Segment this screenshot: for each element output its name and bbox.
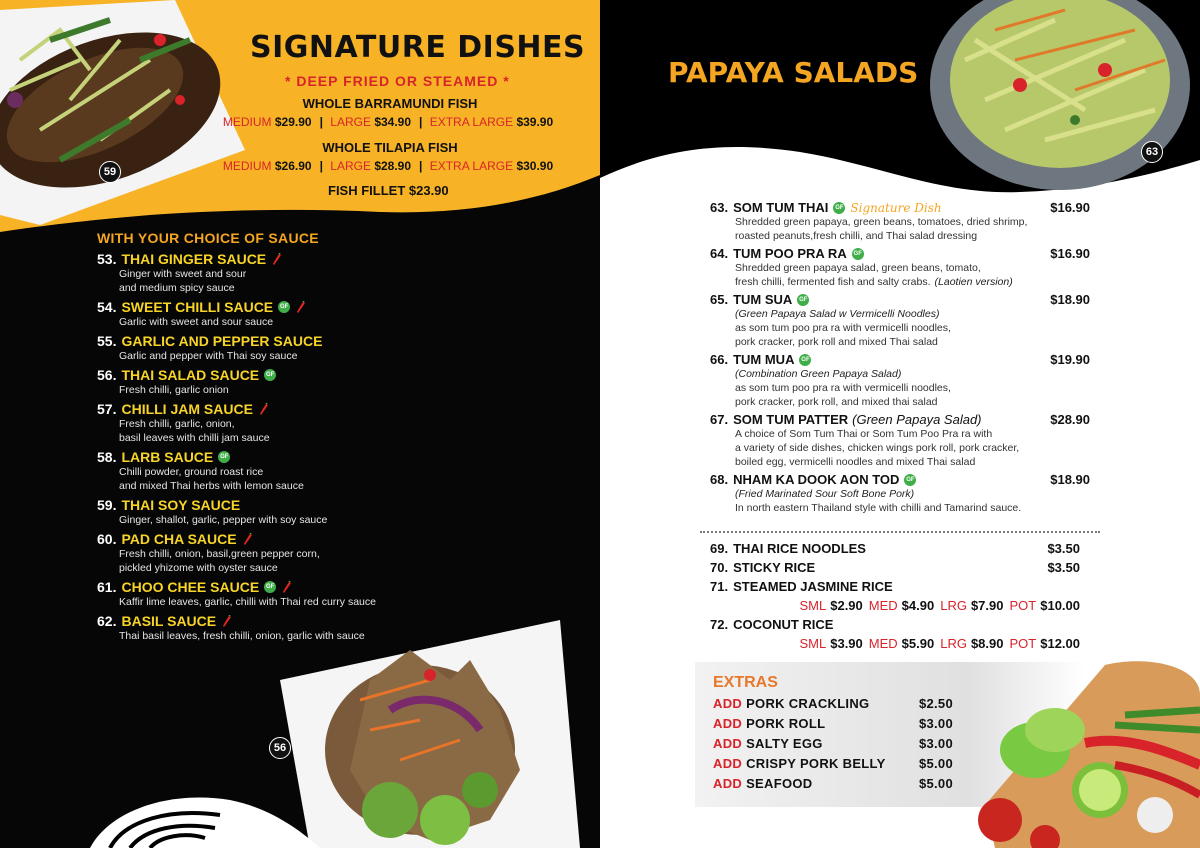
item-description — [710, 229, 1090, 243]
page-number-59: 59 — [99, 161, 121, 183]
gluten-free-icon: GF — [852, 248, 864, 260]
size-price: $3.90 — [830, 636, 863, 651]
item-price: $28.90 — [1050, 412, 1090, 427]
menu-item — [710, 246, 1090, 289]
description-text: In north eastern Thailand style with chilli and Tamarind sauce. — [735, 502, 1022, 514]
extra-name: SALTY EGG — [746, 736, 823, 751]
chili-icon — [280, 581, 292, 593]
item-name: SOM TUM THAI — [733, 200, 829, 215]
sauce-name: SWEET CHILLI SAUCE — [121, 299, 274, 315]
size-label: POT — [1009, 636, 1037, 651]
page-number-56: 56 — [269, 737, 291, 759]
rice-item — [710, 560, 1080, 575]
description-text: pork cracker, pork roll, and mixed thai salad — [735, 396, 938, 408]
item-subname: (Green Papaya Salad) — [852, 412, 982, 427]
signature-tag: Signature Dish — [850, 200, 942, 215]
sauce-name-row — [97, 579, 427, 595]
description-text: Shredded green papaya salad, green beans, tomato, — [735, 262, 981, 274]
italic-text: (Fried Marinated Sour Soft Bone Pork) — [735, 488, 915, 500]
description-text: Shredded green papaya, green beans, tomatoes, dried shrimp, — [735, 216, 1028, 228]
sauce-description: Kaffir lime leaves, garlic, chilli with Thai red curry sauce — [119, 596, 376, 608]
chili-icon — [241, 533, 253, 545]
papaya-salad-image — [925, 0, 1200, 190]
size-price: $7.90 — [970, 598, 1004, 613]
extra-item — [713, 756, 953, 771]
description-text: as som tum poo pra ra with vermicelli noodles, — [735, 382, 951, 394]
right-page — [600, 0, 1200, 848]
item-price: $3.50 — [1047, 560, 1080, 575]
menu-item-row — [710, 200, 1090, 215]
sauce-name: GARLIC AND PEPPER SAUCE — [121, 333, 323, 349]
sauce-description: Garlic and pepper with Thai soy sauce — [119, 350, 298, 362]
sauce-description: Fresh chilli, garlic, onion, — [119, 418, 235, 430]
item-description — [710, 335, 1090, 349]
description-text: as som tum poo pra ra with vermicelli noodles, — [735, 322, 951, 334]
sauce-name: THAI GINGER SAUCE — [121, 251, 267, 267]
extra-item — [713, 716, 953, 731]
sauce-name-row — [97, 531, 427, 547]
extra-price: $5.00 — [918, 756, 953, 771]
extra-name: CRISPY PORK BELLY — [746, 756, 886, 771]
gluten-free-icon: GF — [264, 581, 276, 593]
item-number: 69. — [710, 541, 729, 556]
size-label: LRG — [940, 598, 967, 613]
sauce-item — [97, 497, 427, 527]
item-price: $16.90 — [1050, 246, 1090, 261]
sauce-name-row — [97, 367, 427, 383]
sauce-name: BASIL SAUCE — [121, 613, 217, 629]
item-name: TUM SUA — [733, 292, 793, 307]
vegetables-board-image — [975, 655, 1200, 848]
sauce-description: Fresh chilli, garlic onion — [119, 384, 229, 396]
extras-list — [713, 696, 953, 796]
item-number: 64. — [710, 246, 729, 261]
extra-item — [713, 696, 953, 711]
sauce-item — [97, 299, 427, 329]
item-number: 58. — [97, 449, 117, 465]
papaya-title: PAPAYA SALADS — [668, 56, 919, 89]
item-number: 70. — [710, 560, 729, 575]
gluten-free-icon: GF — [833, 202, 845, 214]
signature-title: SIGNATURE DISHES — [250, 30, 586, 65]
size-price: $2.90 — [830, 598, 863, 613]
sauce-item — [97, 449, 427, 493]
description-text: a variety of side dishes, chicken wings pork roll, pork cracker, — [735, 442, 1020, 454]
extra-price: $2.50 — [918, 696, 953, 711]
item-name: TUM POO PRA RA — [733, 246, 847, 261]
extras-title: EXTRAS — [713, 674, 778, 691]
add-word: ADD — [713, 716, 743, 731]
item-italic-note — [710, 367, 1090, 381]
size-label: MED — [868, 636, 898, 651]
gluten-free-icon: GF — [904, 474, 916, 486]
gluten-free-icon: GF — [264, 369, 276, 381]
item-description — [710, 501, 1090, 515]
rice-item — [710, 579, 1080, 613]
sauce-name: PAD CHA SAUCE — [121, 531, 237, 547]
size-price: $10.00 — [1040, 598, 1080, 613]
fish-fillet: FISH FILLET $23.90 — [328, 183, 449, 198]
size-price: $12.00 — [1040, 636, 1080, 651]
item-number: 60. — [97, 531, 117, 547]
extra-name: PORK ROLL — [746, 716, 826, 731]
sauce-heading: WITH YOUR CHOICE OF SAUCE — [97, 230, 319, 246]
description-text: fresh chilli, fermented fish and salty crabs. — [735, 276, 931, 288]
italic-text: (Combination Green Papaya Salad) — [735, 368, 902, 380]
price-value: $28.90 — [374, 159, 412, 173]
sauce-name-row — [97, 449, 427, 465]
sauce-list — [97, 251, 427, 647]
item-price: $16.90 — [1050, 200, 1090, 215]
sauce-item — [97, 333, 427, 363]
sauce-item — [97, 401, 427, 445]
description-text: roasted peanuts,fresh chilli, and Thai salad dressing — [735, 230, 978, 242]
sauce-name-row — [97, 401, 427, 417]
sauce-description: and mixed Thai herbs with lemon sauce — [119, 480, 304, 492]
price-label: MEDIUM — [222, 159, 272, 173]
chili-icon — [257, 403, 269, 415]
extra-item — [713, 736, 953, 751]
item-price: $19.90 — [1050, 352, 1090, 367]
size-price: $5.90 — [901, 636, 935, 651]
price-label: LARGE — [330, 115, 371, 129]
rice-row — [710, 541, 1080, 556]
size-label: LRG — [940, 636, 967, 651]
sauce-name: LARB SAUCE — [121, 449, 214, 465]
price-value: $30.90 — [516, 159, 554, 173]
size-label: MED — [868, 598, 898, 613]
item-number: 53. — [97, 251, 117, 267]
sauce-description: pickled yhizome with oyster sauce — [119, 562, 278, 574]
item-number: 66. — [710, 352, 729, 367]
item-description — [710, 275, 1090, 289]
extra-name: SEAFOOD — [746, 776, 813, 791]
gluten-free-icon: GF — [799, 354, 811, 366]
sauce-description: Ginger with sweet and sour — [119, 268, 247, 280]
item-description — [710, 427, 1090, 441]
menu-item-row — [710, 352, 1090, 367]
price-label: EXTRA LARGE — [429, 115, 514, 129]
item-price: $3.50 — [1047, 541, 1080, 556]
add-word: ADD — [713, 696, 743, 711]
sauce-name-row — [97, 497, 427, 513]
sauce-name: CHILLI JAM SAUCE — [121, 401, 253, 417]
item-description — [710, 381, 1090, 395]
decorative-pattern — [0, 770, 320, 848]
item-number: 68. — [710, 472, 729, 487]
rice-item — [710, 541, 1080, 556]
chili-icon — [270, 253, 282, 265]
item-number: 54. — [97, 299, 117, 315]
dotted-divider — [700, 531, 1100, 533]
menu-item — [710, 292, 1090, 349]
menu-item-row — [710, 246, 1090, 261]
chili-icon — [220, 615, 232, 627]
fish-tilapia — [210, 140, 570, 173]
price-value: $39.90 — [516, 115, 554, 129]
item-name: COCONUT RICE — [733, 617, 834, 632]
description-text: pork cracker, pork roll and mixed Thai salad — [735, 336, 938, 348]
fish-prices: MEDIUM $29.90 | LARGE $34.90 | EXTRA LARGE $39.90 — [222, 115, 554, 129]
rice-row — [710, 560, 1080, 575]
item-number: 71. — [710, 579, 729, 594]
price-label: EXTRA LARGE — [429, 159, 514, 173]
menu-item-row — [710, 412, 1090, 427]
fish-dish-image — [0, 0, 245, 230]
fish-name: WHOLE TILAPIA FISH — [322, 140, 458, 155]
size-price: $4.90 — [901, 598, 935, 613]
sauce-description: Fresh chilli, onion, basil,green pepper corn, — [119, 548, 320, 560]
item-name: TUM MUA — [733, 352, 795, 367]
rice-item — [710, 617, 1080, 651]
gluten-free-icon: GF — [218, 451, 230, 463]
item-number: 67. — [710, 412, 729, 427]
sauce-name: THAI SALAD SAUCE — [121, 367, 260, 383]
item-name: SOM TUM PATTER — [733, 412, 849, 427]
size-prices — [710, 636, 1080, 651]
sauce-name-row — [97, 333, 427, 349]
price-label: MEDIUM — [222, 115, 272, 129]
item-number: 55. — [97, 333, 117, 349]
price-value: $26.90 — [274, 159, 312, 173]
gluten-free-icon: GF — [278, 301, 290, 313]
item-number: 59. — [97, 497, 117, 513]
chili-icon — [294, 301, 306, 313]
item-number: 65. — [710, 292, 729, 307]
extra-name: PORK CRACKLING — [746, 696, 870, 711]
item-price: $18.90 — [1050, 472, 1090, 487]
item-name: THAI RICE NOODLES — [733, 541, 866, 556]
item-number: 56. — [97, 367, 117, 383]
sauce-item — [97, 251, 427, 295]
sauce-description: and medium spicy sauce — [119, 282, 235, 294]
signature-subtitle: * DEEP FRIED OR STEAMED * — [285, 73, 510, 89]
size-label: SML — [799, 598, 827, 613]
item-number: 61. — [97, 579, 117, 595]
item-price: $18.90 — [1050, 292, 1090, 307]
description-tail: (Laotien version) — [934, 276, 1013, 288]
item-number: 62. — [97, 613, 117, 629]
size-label: POT — [1009, 598, 1037, 613]
italic-text: (Green Papaya Salad w Vermicelli Noodles) — [735, 308, 940, 320]
sauce-description: Chilli powder, ground roast rice — [119, 466, 264, 478]
menu-item — [710, 352, 1090, 409]
item-number: 57. — [97, 401, 117, 417]
rice-list — [710, 541, 1080, 655]
rice-row — [710, 579, 1080, 594]
price-value: $29.90 — [274, 115, 312, 129]
price-value: $34.90 — [374, 115, 412, 129]
extra-item — [713, 776, 953, 791]
add-word: ADD — [713, 736, 743, 751]
item-description — [710, 321, 1090, 335]
price-label: LARGE — [330, 159, 371, 173]
item-italic-note — [710, 487, 1090, 501]
papaya-list — [710, 200, 1090, 518]
menu-item — [710, 412, 1090, 469]
fish-prices: MEDIUM $26.90 | LARGE $28.90 | EXTRA LARGE $30.90 — [222, 159, 554, 173]
item-name: NHAM KA DOOK AON TOD — [733, 472, 900, 487]
item-name: STICKY RICE — [733, 560, 816, 575]
sauce-description: Ginger, shallot, garlic, pepper with soy sauce — [119, 514, 328, 526]
extra-price: $3.00 — [918, 736, 953, 751]
extra-price: $5.00 — [918, 776, 953, 791]
sauce-name-row — [97, 299, 427, 315]
sauce-description: Garlic with sweet and sour sauce — [119, 316, 274, 328]
menu-item — [710, 200, 1090, 243]
item-description — [710, 395, 1090, 409]
page-number-63: 63 — [1141, 141, 1163, 163]
extra-price: $3.00 — [918, 716, 953, 731]
sauce-description: basil leaves with chilli jam sauce — [119, 432, 270, 444]
description-text: A choice of Som Tum Thai or Som Tum Poo Pra ra with — [735, 428, 993, 440]
sauce-name: CHOO CHEE SAUCE — [121, 579, 260, 595]
menu-item-row — [710, 472, 1090, 487]
menu-item-row — [710, 292, 1090, 307]
item-number: 72. — [710, 617, 729, 632]
item-number: 63. — [710, 200, 729, 215]
sauce-item — [97, 579, 427, 609]
menu-item — [710, 472, 1090, 515]
description-text: boiled egg, vermicelli noodles and mixed Thai salad — [735, 456, 976, 468]
sauce-item — [97, 531, 427, 575]
add-word: ADD — [713, 756, 743, 771]
add-word: ADD — [713, 776, 743, 791]
fish-name: WHOLE BARRAMUNDI FISH — [302, 96, 478, 111]
item-description — [710, 441, 1090, 455]
item-description — [710, 215, 1090, 229]
item-italic-note — [710, 307, 1090, 321]
size-price: $8.90 — [970, 636, 1004, 651]
sauce-name: THAI SOY SAUCE — [121, 497, 241, 513]
sauce-item — [97, 367, 427, 397]
item-name: STEAMED JASMINE RICE — [733, 579, 893, 594]
size-prices — [710, 598, 1080, 613]
item-description — [710, 261, 1090, 275]
item-description — [710, 455, 1090, 469]
size-label: SML — [799, 636, 827, 651]
sauce-name-row — [97, 251, 427, 267]
sauce-description: Thai basil leaves, fresh chilli, onion, garlic with sauce — [119, 630, 365, 642]
rice-row — [710, 617, 1080, 632]
gluten-free-icon: GF — [797, 294, 809, 306]
fish-barramundi — [210, 96, 570, 129]
